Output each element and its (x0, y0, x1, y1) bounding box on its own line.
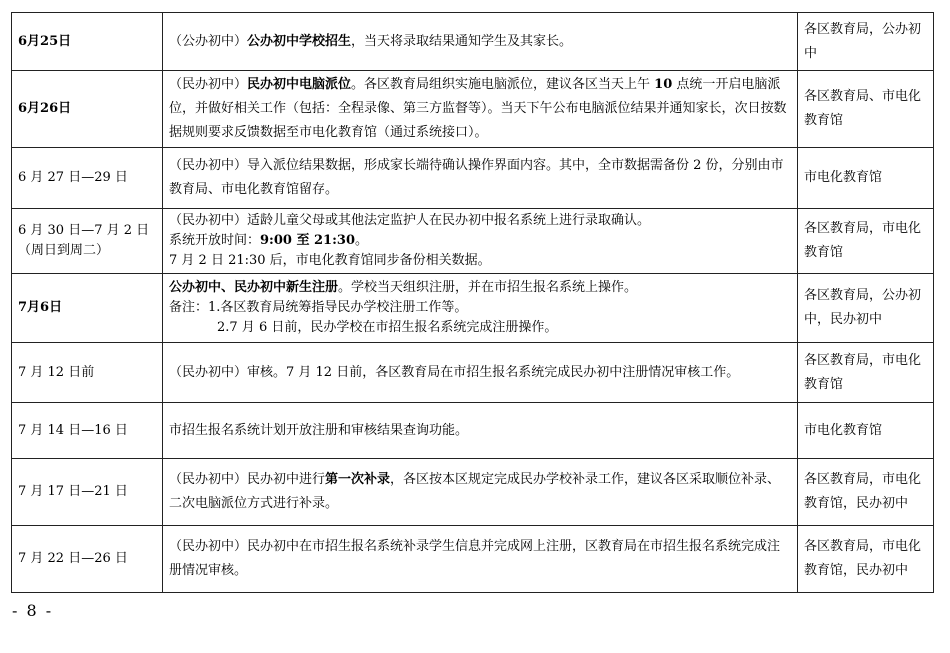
task-bold2: 10 (654, 77, 673, 92)
date-suffix: 日 (58, 33, 72, 49)
dept-cell: 各区教育局，市电化教育馆 (798, 343, 934, 403)
dept-cell: 各区教育局、市电化教育馆 (798, 71, 934, 148)
task-bold: 公办初中学校招生 (247, 33, 352, 49)
task-bold: 第一次补录 (325, 472, 391, 487)
date-range: 6 月 30 日—7 月 2 日 (18, 223, 150, 238)
task-bold: 公办初中、民办初中新生注册 (169, 280, 339, 295)
task-cell: （民办初中）民办初中在市招生报名系统补录学生信息并完成网上注册，区教育局在市招生报名系统完成注册情况审核。 (163, 526, 798, 593)
table-row (12, 71, 934, 148)
page-number: - 8 - (12, 601, 54, 620)
task-rest: ，各区按本区规定完成民办学校补录工作，建议各区采取顺位补录、二次电脑派位方式进行补录。 (169, 472, 781, 511)
date-cell (12, 209, 163, 274)
date-suffix: 日 (58, 101, 72, 116)
task-rest2: 点统一开启电脑派位，并做好相关工作（包括：全程录像、第三方监督等）。当天下午公布电脑派位结果并通知家长，次日按数据规则要求反馈数据至市电化教育馆（通过系统接口）。 (169, 77, 787, 140)
date-month: 7月 (18, 300, 41, 315)
date-cell: 7 月 22 日—26 日 (12, 526, 163, 593)
dept-cell: 各区教育局，公办初中 (798, 13, 934, 71)
table-row (12, 403, 934, 459)
task-line3: 7 月 2 日 21:30 后，市电化教育馆同步备份相关数据。 (169, 253, 491, 268)
date-cell: 7 月 14 日—16 日 (12, 403, 163, 459)
task-rest: ，当天将录取结果通知学生及其家长。 (351, 33, 573, 49)
task-line1: （民办初中）适龄儿童父母或其他法定监护人在民办初中报名系统上进行录取确认。 (169, 213, 651, 228)
table-row (12, 274, 934, 343)
dept-cell: 各区教育局，市电化教育馆 (798, 209, 934, 274)
table-row (12, 13, 934, 71)
task-note2: 2.7 月 6 日前，民办学校在市招生报名系统完成注册操作。 (217, 320, 558, 335)
task-line2 (169, 231, 791, 251)
date-day: 6 (40, 300, 50, 315)
task-prefix: （民办初中）民办初中进行 (169, 472, 326, 487)
dept-cell: 各区教育局，市电化教育馆，民办初中 (798, 526, 934, 593)
date-day: 26 (40, 101, 59, 116)
task-prefix: （民办初中） (169, 77, 248, 92)
dept-cell: 各区教育局，公办初中，民办初中 (798, 274, 934, 343)
task-cell (163, 209, 798, 274)
task-cell: （民办初中）导入派位结果数据，形成家长端待确认操作界面内容。其中，全市数据需备份 2 份，分别由市教育局、市电化教育馆留存。 (163, 148, 798, 209)
task-cell (163, 13, 798, 71)
date-day: 25 (40, 33, 59, 49)
date-month: 6月 (18, 101, 41, 116)
table-row (12, 209, 934, 274)
date-cell: 7 月 12 日前 (12, 343, 163, 403)
task-prefix: （公办初中） (169, 33, 248, 49)
task-note1: 备注：1.各区教育局统筹指导民办学校注册工作等。 (169, 300, 468, 315)
task-line2-bold: 9:00 至 21:30 (260, 233, 355, 248)
task-cell (163, 459, 798, 526)
task-cell (163, 71, 798, 148)
table-row (12, 459, 934, 526)
date-cell: 7 月 17 日—21 日 (12, 459, 163, 526)
task-line2-prefix: 系统开放时间： (169, 233, 261, 248)
date-suffix: 日 (49, 300, 63, 315)
task-cell: （民办初中）审核。7 月 12 日前，各区教育局在市招生报名系统完成民办初中注册情况审核工作。 (163, 343, 798, 403)
task-rest1: 。各区教育局组织实施电脑派位，建议各区当天上午 (351, 77, 655, 92)
task-line2-suffix: 。 (354, 233, 368, 248)
date-note: （周日到周二） (18, 243, 110, 258)
date-cell (12, 13, 163, 71)
task-line1 (169, 278, 791, 298)
task-bold: 民办初中电脑派位 (247, 77, 352, 92)
schedule-table (11, 12, 934, 593)
table-row (12, 148, 934, 209)
dept-cell: 市电化教育馆 (798, 403, 934, 459)
date-cell (12, 274, 163, 343)
task-cell (163, 274, 798, 343)
task-rest: 。学校当天组织注册，并在市招生报名系统上操作。 (338, 280, 638, 295)
dept-cell: 市电化教育馆 (798, 148, 934, 209)
dept-cell: 各区教育局，市电化教育馆，民办初中 (798, 459, 934, 526)
table-row (12, 343, 934, 403)
table-row (12, 526, 934, 593)
date-cell (12, 71, 163, 148)
date-cell: 6 月 27 日—29 日 (12, 148, 163, 209)
date-month: 6月 (18, 33, 41, 49)
task-cell: 市招生报名系统计划开放注册和审核结果查询功能。 (163, 403, 798, 459)
